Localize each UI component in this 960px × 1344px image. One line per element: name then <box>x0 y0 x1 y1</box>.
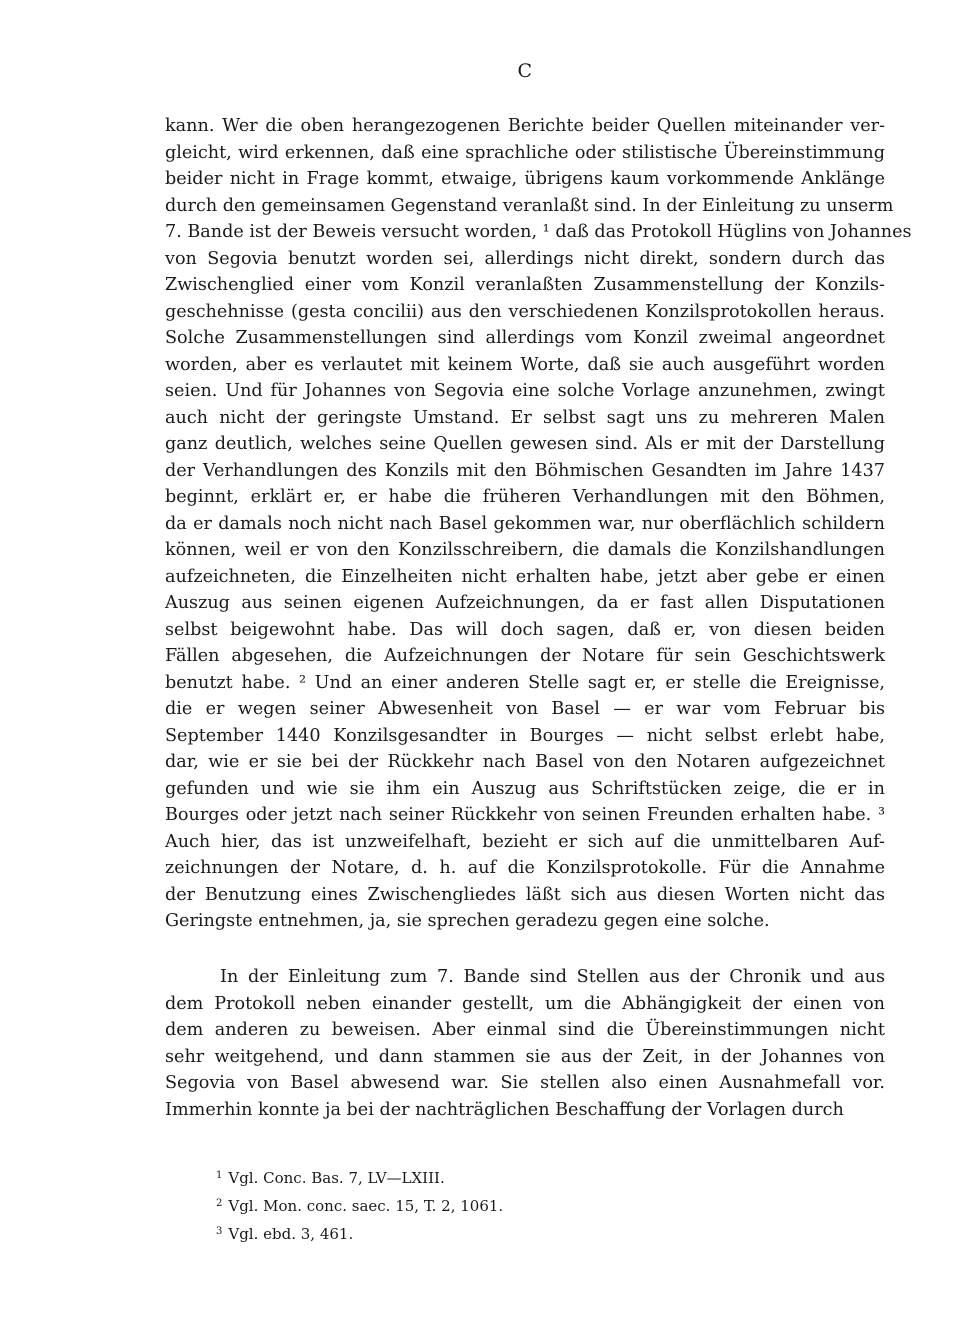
footnote <box>216 1219 503 1247</box>
text-line: Immerhin konnte ja bei der nachträglichen Beschaffung der Vorlagen durch <box>165 1099 844 1120</box>
text-line: beginnt, erklärt er, er habe die früheren Verhandlungen mit den Böhmen, <box>165 487 885 507</box>
text-line: der Benutzung eines Zwischengliedes läßt sich aus diesen Worten nicht das <box>165 884 885 905</box>
text-line: Geringste entnehmen, ja, sie sprechen geradezu gegen eine solche. <box>165 911 770 931</box>
footnote-mark: 3 <box>216 1226 223 1237</box>
text-line: Auszug aus seinen eigenen Aufzeichnungen, da er fast allen Disputationen <box>165 593 885 613</box>
text-line: die er wegen seiner Abwesenheit von Basel — er war vom Februar bis <box>165 699 885 719</box>
text-line: seien. Und für Johannes von Segovia eine solche Vorlage anzunehmen, zwingt <box>165 381 885 401</box>
text-line: dar, wie er sie bei der Rückkehr nach Basel von den Notaren aufgezeichnet <box>165 752 885 772</box>
text-line: Bourges oder jetzt nach seiner Rückkehr von seinen Freunden erhalten habe. ³ <box>165 805 885 825</box>
footnote-text: Vgl. Mon. conc. saec. 15, T. 2, 1061. <box>228 1197 504 1215</box>
paragraph-2 <box>165 964 885 1123</box>
text-line: gefunden und wie sie ihm ein Auszug aus Schriftstücken zeige, die er in <box>165 778 885 799</box>
text-line: Segovia von Basel abwesend war. Sie stellen also einen Ausnahmefall vor. <box>165 1073 885 1093</box>
text-line: auch nicht der geringste Umstand. Er selbst sagt uns zu mehreren Malen <box>165 407 885 428</box>
text-line: kann. Wer die oben herangezogenen Berichte beider Quellen miteinander ver- <box>165 116 885 136</box>
text-line: dem anderen zu beweisen. Aber einmal sind die Übereinstimmungen nicht <box>165 1020 885 1040</box>
paragraph-1 <box>165 113 912 935</box>
text-line: von Segovia benutzt worden sei, allerdings nicht direkt, sondern durch das <box>165 248 885 269</box>
text-line: beider nicht in Frage kommt, etwaige, übrigens kaum vorkommende Anklänge <box>165 169 885 189</box>
footnote-text: Vgl. Conc. Bas. 7, LV—LXIII. <box>228 1169 445 1187</box>
text-line: sehr weitgehend, und dann stammen sie aus der Zeit, in der Johannes von <box>165 1046 885 1067</box>
text-line: Fällen abgesehen, die Aufzeichnungen der Notare für sein Geschichtswerk <box>165 646 885 666</box>
footnotes <box>216 1163 503 1247</box>
footnote-mark: 1 <box>216 1170 223 1181</box>
text-line: 7. Bande ist der Beweis versucht worden, ¹ daß das Protokoll Hüglins von Johannes <box>165 222 912 242</box>
text-line: aufzeichneten, die Einzelheiten nicht erhalten habe, jetzt aber gebe er einen <box>165 566 885 587</box>
text-line: geschehnisse (gesta concilii) aus den verschiedenen Konzilsprotokollen heraus. <box>165 301 885 322</box>
page-number: C <box>517 60 533 82</box>
text-line: durch den gemeinsamen Gegenstand veranlaßt sind. In der Einleitung zu unserm <box>165 195 894 216</box>
text-line: da er damals noch nicht nach Basel gekommen war, nur oberflächlich schildern <box>165 513 885 534</box>
text-line: dem Protokoll neben einander gestellt, um die Abhängigkeit der einen von <box>165 993 885 1014</box>
text-line: Solche Zusammenstellungen sind allerdings vom Konzil zweimal angeordnet <box>165 328 885 348</box>
text-line: worden, aber es verlautet mit keinem Worte, daß sie auch ausgeführt worden <box>165 354 885 375</box>
footnote-mark: 2 <box>216 1198 223 1209</box>
footnote <box>216 1191 503 1219</box>
text-line: benutzt habe. ² Und an einer anderen Stelle sagt er, er stelle die Ereignisse, <box>165 672 885 693</box>
text-line: gleicht, wird erkennen, daß eine sprachliche oder stilistische Übereinstimmung <box>165 142 885 163</box>
text-line: Auch hier, das ist unzweifelhaft, bezieht er sich auf die unmittelbaren Auf- <box>165 831 885 852</box>
footnote-text: Vgl. ebd. 3, 461. <box>228 1225 354 1243</box>
footnote <box>216 1163 503 1191</box>
text-line: der Verhandlungen des Konzils mit den Böhmischen Gesandten im Jahre 1437 <box>165 460 885 481</box>
text-line: können, weil er von den Konzilsschreibern, die damals die Konzilshandlungen <box>165 540 885 560</box>
text-line: Zwischenglied einer vom Konzil veranlaßten Zusammenstellung der Konzils- <box>165 275 885 295</box>
text-line: In der Einleitung zum 7. Bande sind Stellen aus der Chronik und aus <box>220 967 885 987</box>
text-line: selbst beigewohnt habe. Das will doch sagen, daß er, von diesen beiden <box>165 619 885 640</box>
text-line: ganz deutlich, welches seine Quellen gewesen sind. Als er mit der Darstellung <box>165 434 885 454</box>
text-line: zeichnungen der Notare, d. h. auf die Konzilsprotokolle. Für die Annahme <box>165 858 885 878</box>
text-line: September 1440 Konzilsgesandter in Bourges — nicht selbst erlebt habe, <box>165 725 885 746</box>
